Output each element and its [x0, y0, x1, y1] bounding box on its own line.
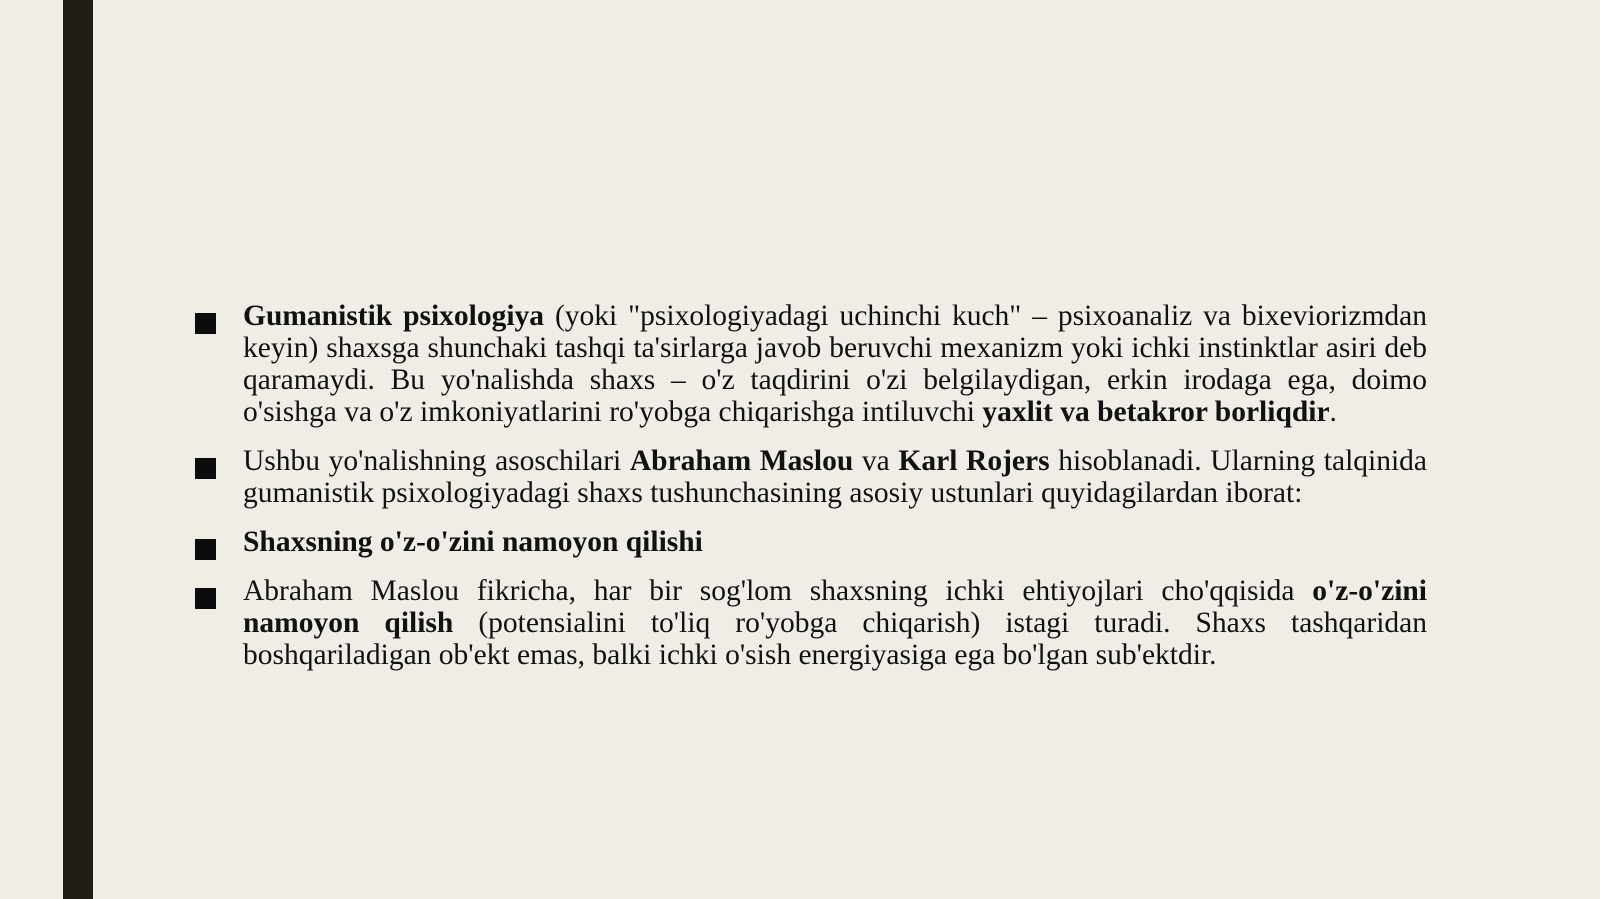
text-run: va	[853, 445, 899, 477]
bullet-text	[243, 575, 1427, 671]
square-bullet-icon	[195, 588, 216, 609]
bold-term: Abraham Maslou	[629, 445, 854, 477]
bullet-text	[243, 300, 1427, 428]
text-run: hisoblanadi. Ularning talqinida gumanistik psixologiyadagi shaxs tushunchasining asosiy ustunlari quyidagilardan iborat:	[243, 445, 1428, 509]
slide-content	[193, 300, 1427, 688]
bold-term: Gumanistik psixologiya	[243, 300, 545, 332]
text-run: Ushbu yo'nalishning asoschilari	[243, 445, 630, 477]
text-run: Abraham Maslou fikricha, har bir sog'lom shaxsning ichki ehtiyojlari cho'qqisida	[243, 575, 1313, 607]
bold-term: Shaxsning o'z-o'zini namoyon qilishi	[243, 526, 703, 558]
bold-term: Karl Rojers	[898, 445, 1050, 477]
bullet-item-maslou	[193, 575, 1427, 671]
text-run: .	[1329, 396, 1337, 428]
bullet-text	[243, 526, 703, 558]
text-run: (yoki "psixologiyadagi uchinchi kuch" – psixoanaliz va bixeviorizmdan keyin) shaxsga shunchaki tashqi ta'sirlarga javob beruvchi mexanizm yoki ichki instinktlar asiri deb qaramaydi. Bu yo'nalishda shaxs – o'z taqdirini o'zi belgilaydigan, erkin irodaga ega, doimo o'sishga va o'z imkoniyatlarini ro'yobga chiqarishga intiluvchi	[243, 300, 1427, 428]
bullet-item-asoschilar	[193, 445, 1427, 509]
bullet-item-heading	[193, 526, 1427, 558]
square-bullet-icon	[195, 458, 216, 479]
bold-term: yaxlit va betakror borliqdir	[982, 396, 1330, 428]
text-run: (potensialini to'liq ro'yobga chiqarish) istagi turadi. Shaxs tashqaridan boshqariladigan ob'ekt emas, balki ichki o'sish energiyasiga ega bo'lgan sub'ektdir.	[243, 607, 1427, 671]
square-bullet-icon	[195, 313, 216, 334]
bullet-text	[243, 445, 1427, 509]
bold-term: o'z-o'zini namoyon qilish	[243, 575, 1427, 639]
square-bullet-icon	[195, 539, 216, 560]
bullet-item-gumanistik	[193, 300, 1427, 428]
left-accent-bar	[63, 0, 93, 899]
